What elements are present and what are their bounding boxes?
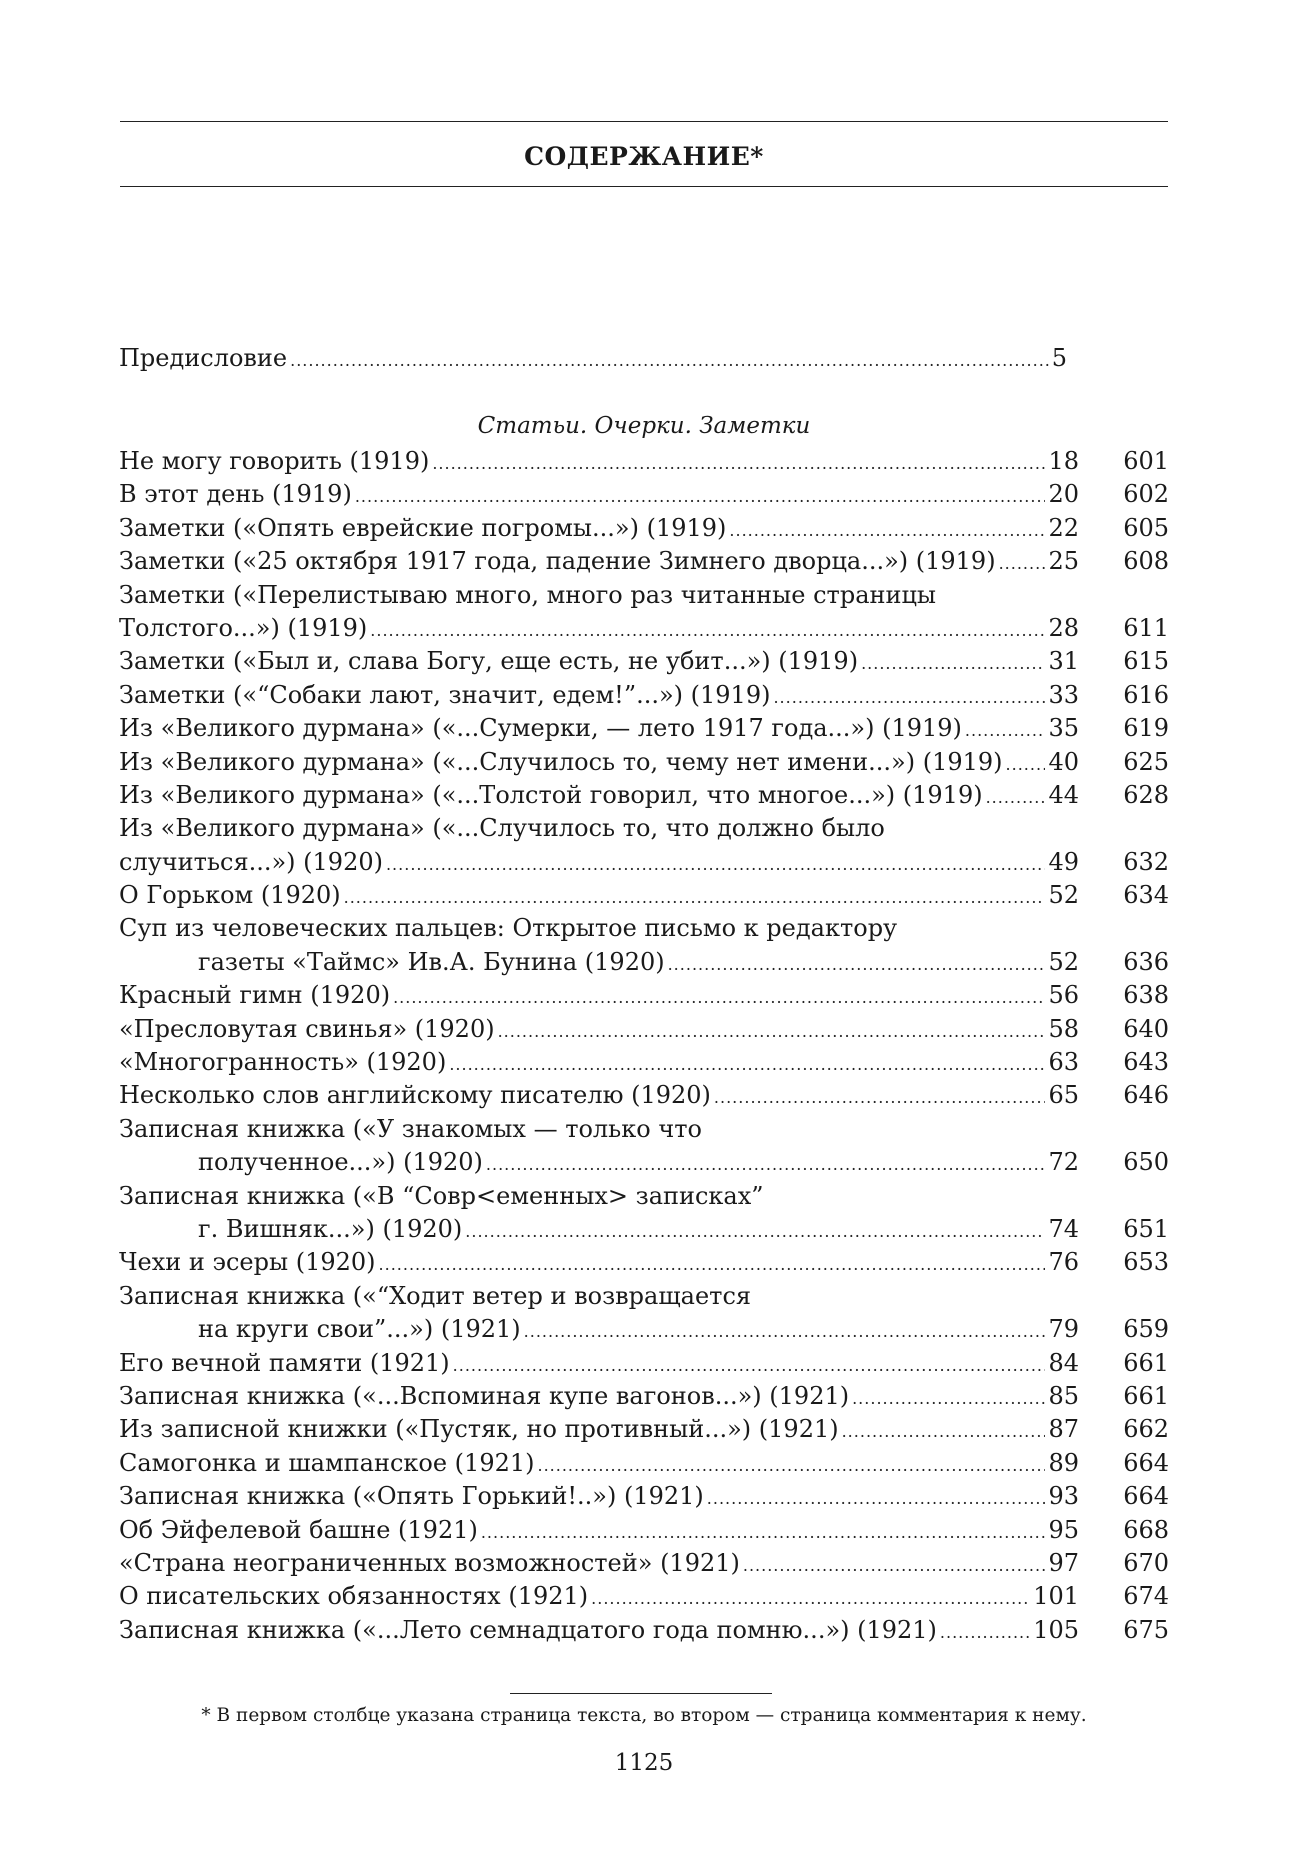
toc-entry-line bbox=[119, 1046, 1169, 1079]
toc-entry[interactable] bbox=[119, 445, 1169, 478]
footnote-rule bbox=[510, 1693, 772, 1694]
leader-dots bbox=[465, 1215, 1045, 1248]
toc-entry-line bbox=[119, 1113, 1169, 1146]
text-page-number: 31 bbox=[1048, 647, 1079, 676]
toc-entry-title: Красный гимн (1920) bbox=[119, 981, 391, 1010]
toc-entry-line bbox=[119, 579, 1169, 612]
leader-dots bbox=[290, 351, 1049, 370]
toc-entry-line bbox=[119, 545, 1169, 578]
commentary-page-number: 650 bbox=[1123, 1148, 1169, 1177]
toc-entry-title: Чехи и эсеры (1920) bbox=[119, 1248, 376, 1277]
toc-entry[interactable] bbox=[119, 1547, 1169, 1580]
toc-entry-title: Не могу говорить (1919) bbox=[119, 447, 430, 475]
toc-entry-title: Суп из человеческих пальцев: Открытое письмо к редактору bbox=[119, 914, 898, 943]
toc-entry-line bbox=[119, 1280, 1169, 1313]
commentary-page-number: 653 bbox=[1123, 1248, 1169, 1277]
toc-entry[interactable] bbox=[119, 779, 1169, 812]
toc-entry[interactable] bbox=[119, 912, 1169, 979]
toc-entry-line bbox=[119, 912, 1169, 945]
text-page-number: 18 bbox=[1048, 447, 1079, 475]
toc-entry[interactable] bbox=[119, 1180, 1169, 1247]
text-page-number: 101 bbox=[1033, 1582, 1079, 1611]
toc-entry[interactable] bbox=[119, 879, 1169, 912]
toc-entry[interactable] bbox=[119, 512, 1169, 545]
toc-entry[interactable] bbox=[119, 1079, 1169, 1112]
preface-title: Предисловие bbox=[119, 344, 288, 372]
toc-entry[interactable] bbox=[119, 1013, 1169, 1046]
toc-entry-title: Записная книжка («В “Совр<еменных> записках” bbox=[119, 1181, 764, 1210]
text-page-number: 22 bbox=[1048, 513, 1079, 542]
toc-entry-line bbox=[119, 1614, 1169, 1647]
toc-entry-title: Из «Великого дурмана» («...Сумерки, — лето 1917 года...») (1919) bbox=[119, 714, 962, 743]
text-page-number: 56 bbox=[1048, 981, 1079, 1010]
leader-dots bbox=[743, 1549, 1046, 1582]
toc-entry[interactable] bbox=[119, 812, 1169, 879]
toc-entry-line bbox=[119, 879, 1169, 912]
text-page-number: 44 bbox=[1048, 780, 1079, 809]
toc-entry-title: Толстого...») (1919) bbox=[119, 613, 368, 642]
leader-dots bbox=[940, 1616, 1030, 1649]
toc-entry-line bbox=[119, 1514, 1169, 1547]
page-title: СОДЕРЖАНИЕ* bbox=[524, 142, 764, 171]
leader-dots bbox=[486, 1148, 1046, 1181]
toc-entry-line bbox=[119, 746, 1169, 779]
toc-entry-line bbox=[119, 1146, 1169, 1179]
leader-dots bbox=[524, 1315, 1046, 1348]
leader-dots bbox=[986, 781, 1046, 814]
text-page-number: 63 bbox=[1048, 1048, 1079, 1077]
toc-entry-line bbox=[119, 1313, 1169, 1346]
toc-entry-line bbox=[119, 1480, 1169, 1513]
commentary-page-number: 616 bbox=[1123, 680, 1169, 709]
text-page-number: 89 bbox=[1048, 1448, 1079, 1477]
toc-entry[interactable] bbox=[119, 1380, 1169, 1413]
toc-entry[interactable] bbox=[119, 1347, 1169, 1380]
text-page-number: 40 bbox=[1048, 747, 1079, 776]
commentary-page-number: 625 bbox=[1123, 747, 1169, 776]
leader-dots bbox=[344, 881, 1046, 914]
leader-dots bbox=[729, 514, 1045, 547]
footnote: * В первом столбце указана страница текста, во втором — страница комментария к нему. bbox=[201, 1705, 1087, 1726]
commentary-page-number: 601 bbox=[1123, 447, 1169, 475]
text-page-number: 20 bbox=[1048, 480, 1079, 509]
text-page-number: 72 bbox=[1048, 1148, 1079, 1177]
toc-entry-title: В этот день (1919) bbox=[119, 480, 352, 509]
toc-entry-title: Записная книжка («“Ходит ветер и возвращается bbox=[119, 1281, 752, 1310]
leader-dots bbox=[861, 647, 1045, 680]
toc-entry-line bbox=[119, 1413, 1169, 1446]
leader-dots bbox=[999, 547, 1046, 580]
leader-dots bbox=[498, 1015, 1046, 1048]
page-number: 1125 bbox=[614, 1750, 674, 1776]
toc-entry[interactable] bbox=[119, 1046, 1169, 1079]
text-page-number: 65 bbox=[1048, 1081, 1079, 1110]
text-page-number: 97 bbox=[1048, 1548, 1079, 1577]
commentary-page-number: 602 bbox=[1123, 480, 1169, 509]
leader-dots bbox=[370, 614, 1045, 647]
commentary-page-number: 619 bbox=[1123, 714, 1169, 743]
commentary-page-number: 643 bbox=[1123, 1048, 1169, 1077]
leader-dots bbox=[714, 1081, 1046, 1114]
leader-dots bbox=[668, 948, 1046, 981]
leader-dots bbox=[1006, 748, 1046, 781]
toc-entry-line bbox=[119, 1580, 1169, 1613]
toc-entry-line bbox=[119, 1380, 1169, 1413]
toc-entry-title: Из «Великого дурмана» («...Толстой говорил, что многое...») (1919) bbox=[119, 780, 983, 809]
leader-dots bbox=[481, 1516, 1046, 1549]
toc-entry-title: Заметки («Перелистываю много, много раз читанные страницы bbox=[119, 580, 937, 609]
commentary-page-number: 674 bbox=[1123, 1582, 1169, 1611]
toc-entry[interactable] bbox=[119, 1514, 1169, 1547]
toc-entry-title: Заметки («“Собаки лают, значит, едем!”...») (1919) bbox=[119, 680, 771, 709]
toc-entry-title: «Пресловутая свинья» (1920) bbox=[119, 1014, 495, 1043]
commentary-page-number: 638 bbox=[1123, 981, 1169, 1010]
toc-entry[interactable] bbox=[119, 645, 1169, 678]
commentary-page-number: 662 bbox=[1123, 1415, 1169, 1444]
commentary-page-number: 611 bbox=[1123, 613, 1169, 642]
toc-entry-line bbox=[119, 812, 1169, 845]
toc-entry[interactable] bbox=[119, 545, 1169, 578]
commentary-page-number: 632 bbox=[1123, 847, 1169, 876]
text-page-number: 25 bbox=[1048, 547, 1079, 576]
toc-entry-line bbox=[119, 1180, 1169, 1213]
toc-entry-title: «Страна неограниченных возможностей» (1921) bbox=[119, 1548, 740, 1577]
toc-entry-title: Об Эйфелевой башне (1921) bbox=[119, 1515, 478, 1544]
text-page-number: 84 bbox=[1048, 1348, 1079, 1377]
toc-entry-title: О писательских обязанностях (1921) bbox=[119, 1582, 589, 1611]
commentary-page-number: 628 bbox=[1123, 780, 1169, 809]
text-page-number: 33 bbox=[1048, 680, 1079, 709]
toc-entry[interactable] bbox=[119, 746, 1169, 779]
text-page-number: 49 bbox=[1048, 847, 1079, 876]
commentary-page-number: 651 bbox=[1123, 1214, 1169, 1243]
leader-dots bbox=[538, 1449, 1046, 1482]
leader-dots bbox=[379, 1248, 1046, 1281]
toc-entry-title: Из записной книжки («Пустяк, но противный...») (1921) bbox=[119, 1415, 839, 1444]
toc-entry-title: газеты «Таймс» Ив.А. Бунина (1920) bbox=[198, 947, 665, 976]
toc-entry[interactable] bbox=[119, 1246, 1169, 1279]
toc-entry[interactable] bbox=[119, 1113, 1169, 1180]
toc-entry-line bbox=[119, 478, 1169, 511]
preface-entry[interactable] bbox=[119, 344, 1067, 372]
text-page-number: 87 bbox=[1048, 1415, 1079, 1444]
leader-dots bbox=[432, 447, 1045, 480]
toc-entry-title: «Многогранность» (1920) bbox=[119, 1048, 447, 1077]
section-title: Статьи. Очерки. Заметки bbox=[477, 413, 811, 439]
text-page-number: 74 bbox=[1048, 1214, 1079, 1243]
commentary-page-number: 640 bbox=[1123, 1014, 1169, 1043]
text-page-number: 105 bbox=[1033, 1615, 1079, 1644]
toc-entry[interactable] bbox=[119, 979, 1169, 1012]
toc-entry-line bbox=[119, 1347, 1169, 1380]
text-page-number: 95 bbox=[1048, 1515, 1079, 1544]
toc-entry-line bbox=[119, 612, 1169, 645]
toc-entry-line bbox=[119, 779, 1169, 812]
text-page-number: 52 bbox=[1048, 947, 1079, 976]
leader-dots bbox=[453, 1349, 1046, 1382]
commentary-page-number: 670 bbox=[1123, 1548, 1169, 1577]
toc-entry-title: Из «Великого дурмана» («...Случилось то, что должно было bbox=[119, 814, 885, 843]
toc-entry[interactable] bbox=[119, 1614, 1169, 1647]
toc-entry[interactable] bbox=[119, 1480, 1169, 1513]
text-page-number: 79 bbox=[1048, 1315, 1079, 1344]
toc-entry[interactable] bbox=[119, 1413, 1169, 1446]
text-page-number: 58 bbox=[1048, 1014, 1079, 1043]
toc-entry-title: Из «Великого дурмана» («...Случилось то, чему нет имени...») (1919) bbox=[119, 747, 1003, 776]
toc-entry-line bbox=[119, 1079, 1169, 1112]
toc-entry-title: г. Вишняк...») (1920) bbox=[198, 1214, 463, 1243]
text-page-number: 93 bbox=[1048, 1482, 1079, 1511]
toc-entry[interactable] bbox=[119, 1280, 1169, 1347]
commentary-page-number: 675 bbox=[1123, 1615, 1169, 1644]
commentary-page-number: 664 bbox=[1123, 1482, 1169, 1511]
leader-dots bbox=[842, 1415, 1046, 1448]
toc-entry-line bbox=[119, 1547, 1169, 1580]
toc-entry-line bbox=[119, 946, 1169, 979]
commentary-page-number: 664 bbox=[1123, 1448, 1169, 1477]
toc-entry[interactable] bbox=[119, 712, 1169, 745]
preface-page: 5 bbox=[1051, 344, 1067, 372]
toc-entry-title: Заметки («Опять еврейские погромы...») (1919) bbox=[119, 513, 727, 542]
commentary-page-number: 661 bbox=[1123, 1348, 1169, 1377]
toc-entry-line bbox=[119, 645, 1169, 678]
toc-entry[interactable] bbox=[119, 478, 1169, 511]
toc-entry-line bbox=[119, 1447, 1169, 1480]
toc-entry[interactable] bbox=[119, 579, 1169, 646]
commentary-page-number: 668 bbox=[1123, 1515, 1169, 1544]
toc-entry-title: Записная книжка («...Вспоминая купе вагонов...») (1921) bbox=[119, 1381, 850, 1410]
toc-entry-title: Записная книжка («Опять Горький!..») (1921) bbox=[119, 1482, 704, 1511]
toc-entry-title: Записная книжка («...Лето семнадцатого года помню...») (1921) bbox=[119, 1615, 937, 1644]
text-page-number: 76 bbox=[1048, 1248, 1079, 1277]
toc-entry-title: Записная книжка («У знакомых — только что bbox=[119, 1114, 702, 1143]
commentary-page-number: 646 bbox=[1123, 1081, 1169, 1110]
toc-entry-line bbox=[119, 979, 1169, 1012]
toc-entry-title: Заметки («Был и, слава Богу, еще есть, не убит...») (1919) bbox=[119, 647, 859, 676]
leader-dots bbox=[355, 480, 1046, 513]
commentary-page-number: 661 bbox=[1123, 1381, 1169, 1410]
toc-entry-line bbox=[119, 1246, 1169, 1279]
commentary-page-number: 636 bbox=[1123, 947, 1169, 976]
toc-entry[interactable] bbox=[119, 1580, 1169, 1613]
commentary-page-number: 659 bbox=[1123, 1315, 1169, 1344]
toc-entry-title: О Горьком (1920) bbox=[119, 881, 341, 910]
commentary-page-number: 608 bbox=[1123, 547, 1169, 576]
toc-entry-title: случиться...») (1920) bbox=[119, 847, 383, 876]
text-page-number: 28 bbox=[1048, 613, 1079, 642]
leader-dots bbox=[449, 1048, 1045, 1081]
toc-entry-title: Заметки («25 октября 1917 года, падение Зимнего дворца...») (1919) bbox=[119, 547, 996, 576]
leader-dots bbox=[707, 1482, 1046, 1515]
toc-entry-title: полученное...») (1920) bbox=[198, 1148, 483, 1177]
leader-dots bbox=[386, 848, 1045, 881]
leader-dots bbox=[773, 681, 1045, 714]
toc-entry-line bbox=[119, 712, 1169, 745]
leader-dots bbox=[965, 714, 1046, 747]
toc-entry-title: на круги свои”...») (1921) bbox=[198, 1315, 521, 1344]
commentary-page-number: 634 bbox=[1123, 881, 1169, 910]
text-page-number: 52 bbox=[1048, 881, 1079, 910]
leader-dots bbox=[852, 1382, 1045, 1415]
toc-entry-line bbox=[119, 1213, 1169, 1246]
toc-entry-title: Самогонка и шампанское (1921) bbox=[119, 1448, 535, 1477]
title-rule bbox=[120, 186, 1168, 187]
toc-entry-line bbox=[119, 512, 1169, 545]
toc-entry-title: Его вечной памяти (1921) bbox=[119, 1348, 450, 1377]
text-page-number: 85 bbox=[1048, 1381, 1079, 1410]
toc-entry[interactable] bbox=[119, 1447, 1169, 1480]
commentary-page-number: 615 bbox=[1123, 647, 1169, 676]
toc-entry-line bbox=[119, 679, 1169, 712]
text-page-number: 35 bbox=[1048, 714, 1079, 743]
toc-entry-line bbox=[119, 445, 1169, 478]
leader-dots bbox=[393, 981, 1045, 1014]
leader-dots bbox=[591, 1582, 1030, 1615]
toc-entry-line bbox=[119, 1013, 1169, 1046]
toc-entry[interactable] bbox=[119, 679, 1169, 712]
toc-list bbox=[119, 445, 1169, 1647]
toc-entry-line bbox=[119, 846, 1169, 879]
top-rule bbox=[120, 121, 1168, 122]
commentary-page-number: 605 bbox=[1123, 513, 1169, 542]
toc-entry-title: Несколько слов английскому писателю (1920) bbox=[119, 1081, 711, 1110]
